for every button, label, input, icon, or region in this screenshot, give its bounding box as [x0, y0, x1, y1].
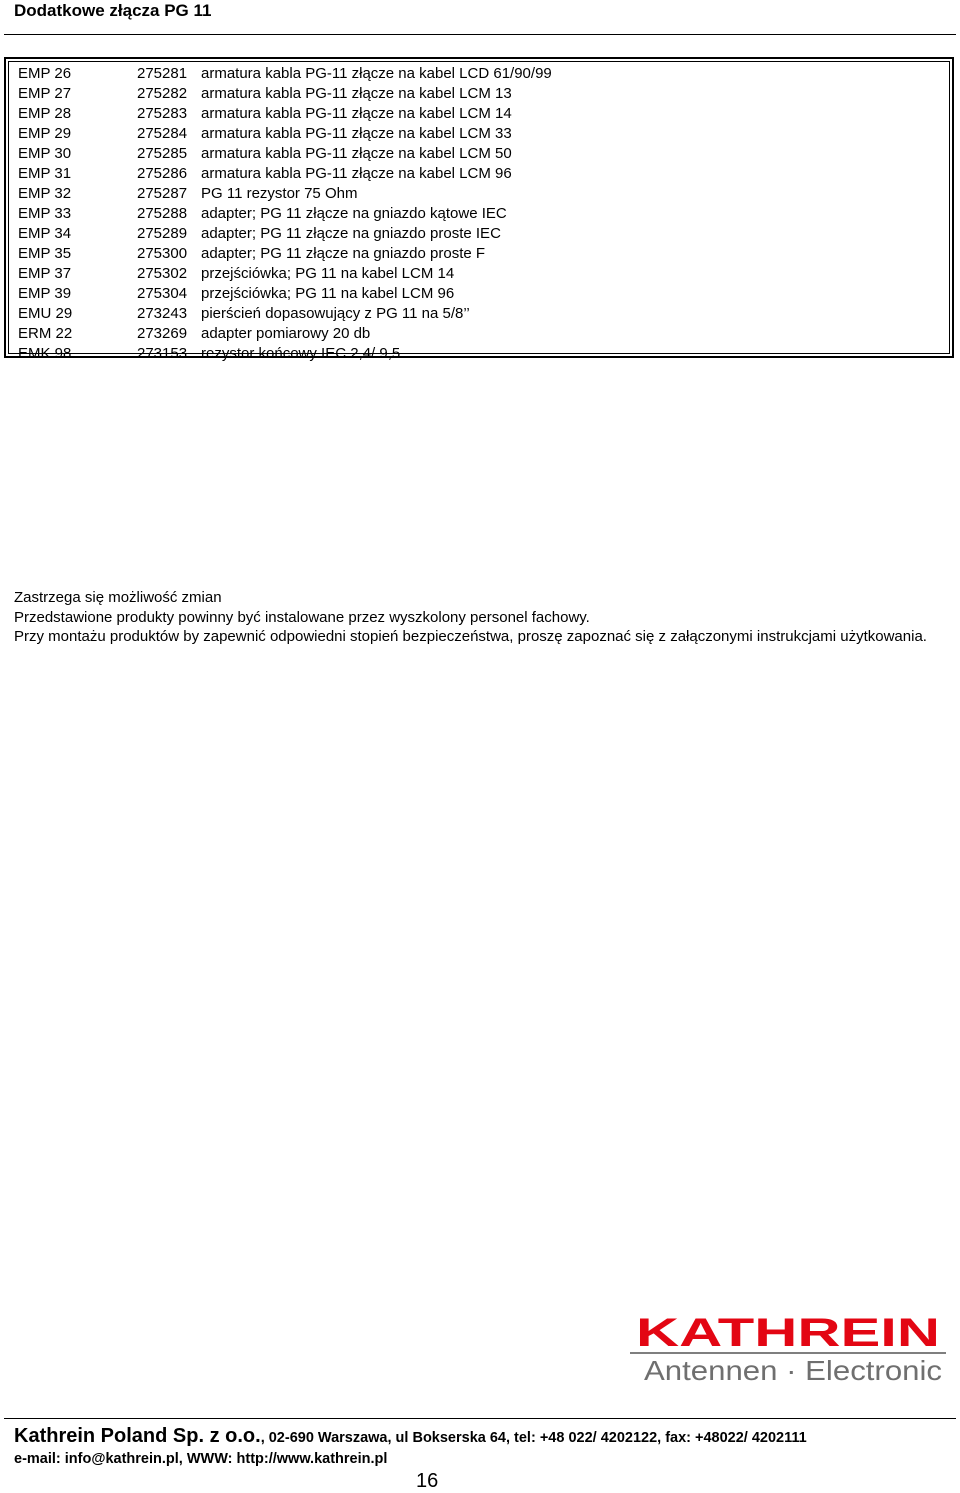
product-description: PG 11 rezystor 75 Ohm — [201, 185, 358, 202]
page-number: 16 — [416, 1470, 439, 1492]
article-number: 273243 — [137, 305, 188, 322]
product-code: EMP 27 — [18, 85, 72, 102]
product-code: EMK 98 — [18, 345, 72, 362]
article-number: 275285 — [137, 145, 188, 162]
article-number: 273269 — [137, 325, 188, 342]
article-number: 275302 — [137, 265, 188, 282]
product-description: adapter pomiarowy 20 db — [201, 325, 371, 342]
product-description: armatura kabla PG-11 złącze na kabel LCM 96 — [201, 165, 512, 182]
product-description: adapter; PG 11 złącze na gniazdo proste IEC — [201, 225, 501, 242]
kathrein-logo — [628, 1312, 948, 1388]
product-code: EMP 28 — [18, 105, 72, 122]
product-description: pierścień dopasowujący z PG 11 na 5/8’’ — [201, 305, 470, 322]
article-number: 273153 — [137, 345, 188, 362]
product-description: przejściówka; PG 11 na kabel LCM 14 — [201, 265, 455, 282]
article-number: 275288 — [137, 205, 188, 222]
product-code: EMP 26 — [18, 65, 72, 82]
product-code: EMP 34 — [18, 225, 72, 242]
notes-line: Przedstawione produkty powinny być instalowane przez wyszkolony personel fachowy. — [14, 608, 590, 626]
article-number: 275304 — [137, 285, 188, 302]
product-description: adapter; PG 11 złącze na gniazdo kątowe IEC — [201, 205, 507, 222]
notes-line: Przy montażu produktów by zapewnić odpowiedni stopień bezpieczeństwa, proszę zapoznać się z załączonymi instrukcjami użytkowania. — [14, 628, 927, 645]
product-description: armatura kabla PG-11 złącze na kabel LCD 61/90/99 — [201, 65, 552, 82]
page-title: Dodatkowe złącza PG 11 — [14, 1, 212, 20]
product-code: EMP 32 — [18, 185, 72, 202]
article-number: 275289 — [137, 225, 188, 242]
footer-company-name: Kathrein Poland Sp. z o.o. — [14, 1425, 261, 1447]
article-number: 275287 — [137, 185, 188, 202]
product-code: EMP 37 — [18, 265, 72, 282]
product-description: rezystor końcowy IEC 2,4/ 9,5 — [201, 345, 401, 362]
product-description: armatura kabla PG-11 złącze na kabel LCM 14 — [201, 105, 512, 122]
title-divider — [4, 34, 956, 35]
footer-company-line — [14, 1425, 807, 1448]
article-number: 275300 — [137, 245, 188, 262]
product-code: EMP 33 — [18, 205, 72, 222]
footer-contact: e-mail: info@kathrein.pl, WWW: http://www.kathrein.pl — [14, 1451, 388, 1467]
article-number: 275282 — [137, 85, 188, 102]
table-body — [8, 61, 950, 362]
product-code: EMP 31 — [18, 165, 72, 182]
article-number: 275284 — [137, 125, 188, 142]
notes-block — [14, 588, 949, 647]
product-description: armatura kabla PG-11 złącze na kabel LCM 50 — [201, 145, 512, 162]
article-number: 275283 — [137, 105, 188, 122]
product-code: EMP 29 — [18, 125, 72, 142]
product-code: EMU 29 — [18, 305, 73, 322]
product-code: EMP 30 — [18, 145, 72, 162]
product-description: armatura kabla PG-11 złącze na kabel LCM 33 — [201, 125, 512, 142]
footer-divider — [4, 1418, 956, 1419]
logo-tagline-text: Antennen · Electronic — [644, 1355, 942, 1386]
connector-table — [4, 57, 954, 362]
product-code: ERM 22 — [18, 325, 73, 342]
product-description: adapter; PG 11 złącze na gniazdo proste F — [201, 245, 486, 262]
notes-line: Zastrzega się możliwość zmian — [14, 589, 222, 606]
footer-address: , 02-690 Warszawa, ul Bokserska 64, tel: +48 022/ 4202122, fax: +48022/ 4202111 — [260, 1430, 807, 1446]
product-description: armatura kabla PG-11 złącze na kabel LCM 13 — [201, 85, 512, 102]
product-code: EMP 35 — [18, 245, 72, 262]
article-number: 275286 — [137, 165, 188, 182]
product-description: przejściówka; PG 11 na kabel LCM 96 — [201, 285, 455, 302]
article-number: 275281 — [137, 65, 188, 82]
product-code: EMP 39 — [18, 285, 72, 302]
logo-brand-text: KATHREIN — [636, 1312, 940, 1355]
